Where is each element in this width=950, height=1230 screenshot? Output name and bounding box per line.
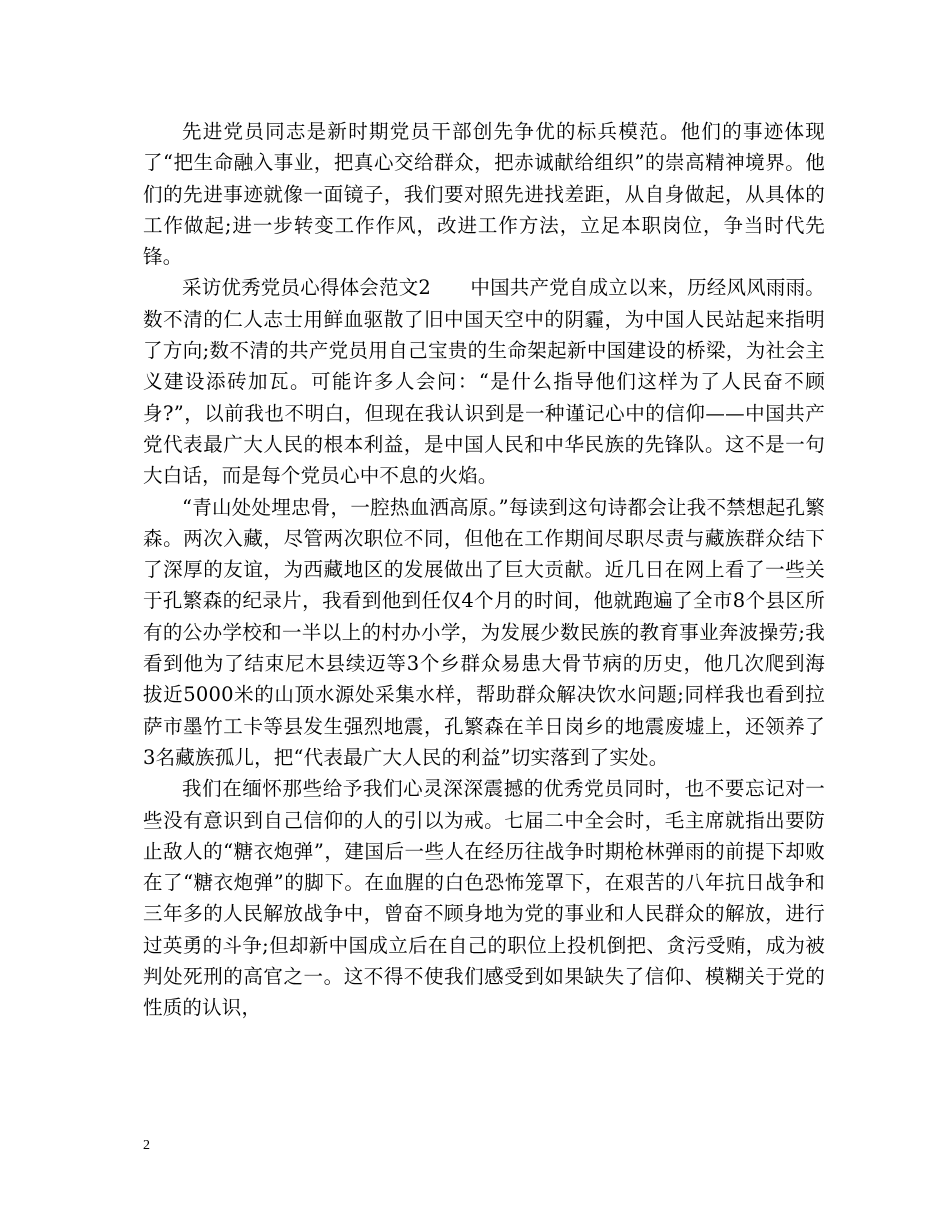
paragraph-3: “青山处处埋忠骨，一腔热血洒高原。”每读到这句诗都会让我不禁想起孔繁森。两次入藏，尽管两次职位不同，但他在工作期间尽职尽责与藏族群众结下了深厚的友谊，为西藏地区的发展做出了巨大贡献。近几日在网上看了一些关于孔繁森的纪录片，我看到他到任仅4个月的时间，他就跑遍了全市8个县区所有的公办学校和一半以上的村办小学，为发展少数民族的教育事业奔波操劳;我看到他为了结束尼木县续迈等3个乡群众易患大骨节病的历史，他几次爬到海拔近5000米的山顶水源处采集水样，帮助群众解决饮水问题;同样我也看到拉萨市墨竹工卡等县发生强烈地震，孔繁森在羊日岗乡的地震废墟上，还领养了3名藏族孤儿，把“代表最广大人民的利益”切实落到了实处。	[143, 495, 825, 769]
page-number: 2	[143, 1138, 150, 1153]
paragraph-1: 先进党员同志是新时期党员干部创先争优的标兵模范。他们的事迹体现了“把生命融入事业，把真心交给群众，把赤诚献给组织”的崇高精神境界。他们的先进事迹就像一面镜子，我们要对照先进找差距，从自身做起，从具体的工作做起;进一步转变工作作风，改进工作方法，立足本职岗位，争当时代先锋。	[143, 120, 825, 269]
body-text	[143, 116, 825, 1024]
paragraph-4: 我们在缅怀那些给予我们心灵深深震撼的优秀党员同时，也不要忘记对一些没有意识到自己信仰的人的引以为戒。七届二中全会时，毛主席就指出要防止敌人的“糖衣炮弹”，建国后一些人在经历往战争时期枪林弹雨的前提下却败在了“糖衣炮弹”的脚下。在血腥的白色恐怖笼罩下，在艰苦的八年抗日战争和三年多的人民解放战争中，曾奋不顾身地为党的事业和人民群众的解放，进行过英勇的斗争;但却新中国成立后在自己的职位上投机倒把、贪污受贿，成为被判处死刑的高官之一。这不得不使我们感受到如果缺失了信仰、模糊关于党的性质的认识，	[143, 777, 825, 1020]
paragraph-2: 采访优秀党员心得体会范文2 中国共产党自成立以来，历经风风雨雨。数不清的仁人志士用鲜血驱散了旧中国天空中的阴霾，为中国人民站起来指明了方向;数不清的共产党员用自己宝贵的生命架起新中国建设的桥梁，为社会主义建设添砖加瓦。可能许多人会问：“是什么指导他们这样为了人民奋不顾身?”，以前我也不明白，但现在我认识到是一种谨记心中的信仰——中国共产党代表最广大人民的根本利益，是中国人民和中华民族的先锋队。这不是一句大白话，而是每个党员心中不息的火焰。	[143, 276, 826, 488]
